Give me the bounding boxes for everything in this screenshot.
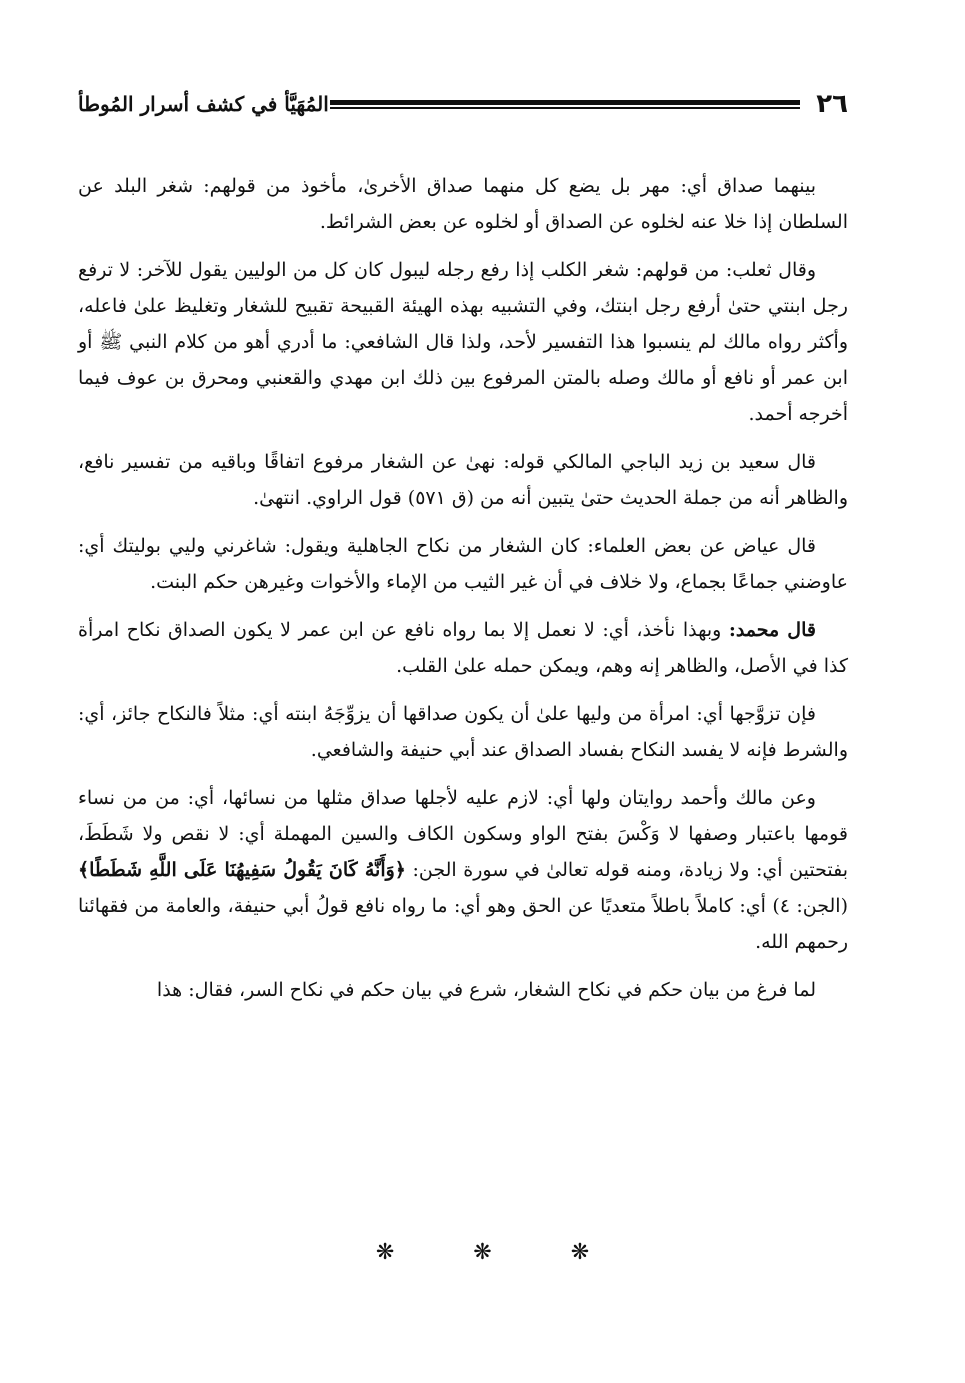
paragraph-2: وقال ثعلب: من قولهم: شغر الكلب إذا رفع رجله ليبول كان كل من الوليين يقول للآخر: لا ترفع رجل ابنتي حتىٰ أرفع رجل ابنتك، وفي التشبيه بهذه الهيئة القبيحة تقبيح للشغار وتغليظ علىٰ فاعله، وأكثر رواه مالك لم ينسبوا هذا التفسير لأحد، ولذا قال الشافعي: ما أدري أهو من كلام النبي ﷺ أو ابن عمر أو نافع أو مالك وصله بالمتن المرفوع بين ذلك ابن مهدي والقعنبي ومحرق بن عوف فيما أخرجه أحمد. — [78, 259, 848, 425]
paragraph-8: لما فرغ من بيان حكم في نكاح الشغار، شرع في بيان حكم في نكاح السر، فقال: هذا — [156, 979, 816, 1001]
page-header — [78, 84, 848, 124]
page-number: ٢٦ — [816, 89, 848, 119]
ornament-star-icon: ❋ — [570, 1240, 590, 1265]
speaker-label: قال محمد: — [728, 619, 816, 641]
paragraph-7-text-b: (الجن: ٤) أي: كاملاً باطلاً متعديًا عن الحق وهو أي: ما رواه نافع قولُ أبي حنيفة، والعامة من فقهائنا رحمهم الله. — [78, 895, 849, 953]
book-title: المُهَيَّأ في كشف أسرار المُوطأ — [78, 92, 329, 116]
header-rule — [330, 100, 800, 109]
paragraph-5-text: وبهذا نأخذ، أي: لا نعمل إلا بما رواه نافع عن ابن عمر لا يكون الصداق نكاح امرأة كذا في الأصل، والظاهر إنه وهم، ويمكن حمله علىٰ القلب. — [78, 619, 848, 677]
paragraph-7-text-a: وعن مالك وأحمد روايتان ولها أي: لازم عليه لأجلها صداق مثلها من نسائها، أي: من من نساء قومها باعتبار وصفها لا وَكْسَ بفتح الواو وسكون الكاف والسين المهملة أي: لا نقص ولا شَطَطَ، بفتحتين أي: ولا زيادة، ومنه قوله تعالىٰ في سورة الجن: — [78, 787, 848, 881]
paragraph-7 — [78, 780, 848, 960]
ornament-star-icon: ❋ — [375, 1240, 395, 1265]
section-ornament — [0, 1240, 965, 1265]
paragraph-1: بينهما صداق أي: مهر بل يضع كل منهما صداق الأخرىٰ، مأخوذ من قولهم: شغر البلد عن السلطان إذا خلا عنه لخلوه عن الصداق أو لخلوه عن بعض الشرائط. — [78, 175, 848, 233]
paragraph-4: قال عياض عن بعض العلماء: كان الشغار من نكاح الجاهلية ويقول: شاغرني وليي بوليتك أي: عاوضني جماعًا بجماع، ولا خلاف في أن غير الثيب من الإماء والأخوات وغيرهن حكم البنت. — [78, 535, 848, 593]
ornament-star-icon: ❋ — [473, 1240, 492, 1265]
body-text — [78, 168, 848, 1008]
quran-verse: ﴿وَأَنَّهُ كَانَ يَقُولُ سَفِيهُنَا عَلَى اللَّهِ شَطَطًا﴾ — [78, 859, 406, 881]
paragraph-6: فإن تزوَّجها أي: امرأة من وليها علىٰ أن يكون صداقها أن يزوِّجَهُ ابنته أي: مثلاً فالنكاح جائز، أي: والشرط فإنه لا يفسد النكاح بفساد الصداق عند أبي حنيفة والشافعي. — [78, 703, 848, 761]
paragraph-3: قال سعيد بن زيد الباجي المالكي قوله: نهىٰ عن الشغار مرفوع اتفاقًا وباقيه من تفسير نافع، والظاهر أنه من جملة الحديث حتىٰ يتبين أنه من (ق ٥٧١) قول الراوي. انتهىٰ. — [78, 451, 848, 509]
paragraph-5 — [78, 612, 848, 684]
